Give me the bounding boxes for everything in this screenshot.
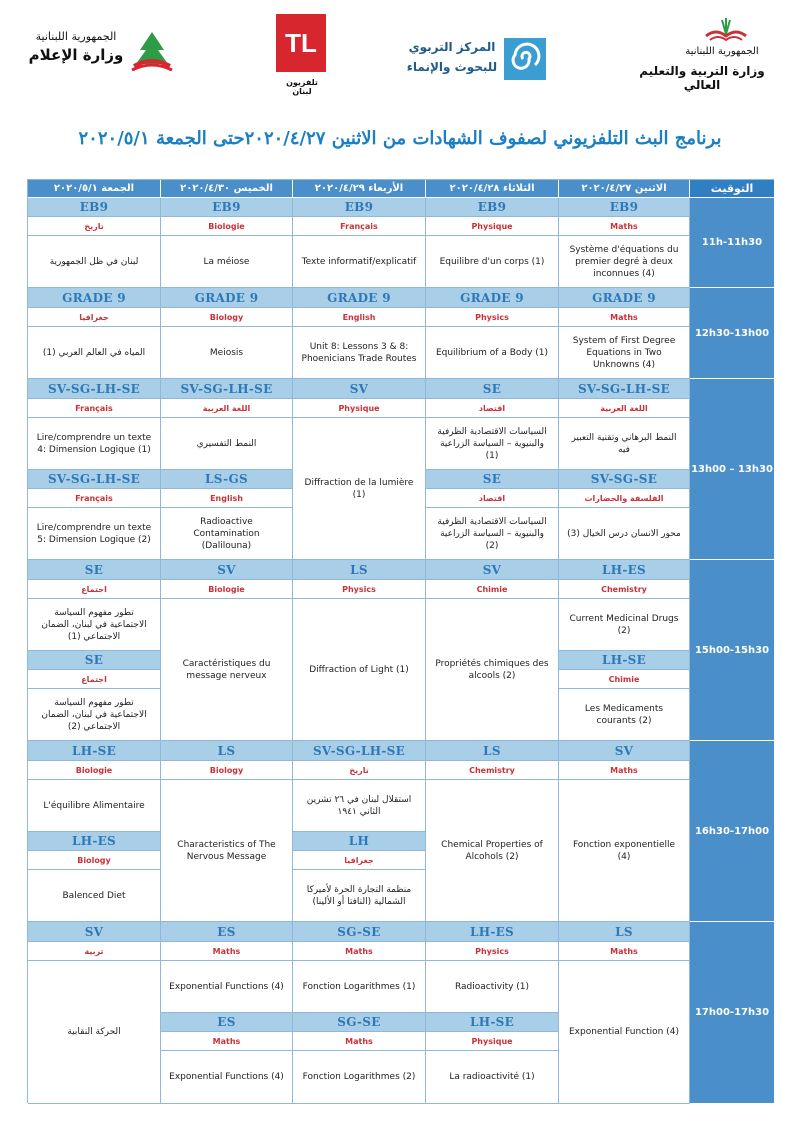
group-label: SE (426, 470, 559, 489)
group-label: LH-SE (426, 1013, 559, 1032)
group-label: EB9 (28, 198, 161, 217)
lesson-title: منظمة التجارة الحرة لأميركا الشمالية (النافتا أو الألينا) (293, 870, 426, 922)
group-label: LS (161, 741, 293, 761)
subject-label: Physics (426, 942, 559, 961)
group-label: SV (293, 379, 426, 399)
time-slot-6: 17h00-17h30 (690, 922, 775, 1104)
lesson-title: Texte informatif/explicatif (293, 236, 426, 288)
subject-label: الفلسفة والحضارات (559, 489, 690, 508)
group-label: LH-ES (28, 832, 161, 851)
group-label: SG-SE (293, 1013, 426, 1032)
lesson-title: النمط التفسيري (161, 418, 293, 470)
lesson-title: المياه في العالم العربي (1) (28, 327, 161, 379)
tele-liban-logo (276, 14, 328, 96)
lesson-title: Diffraction de la lumière (1) (293, 418, 426, 560)
subject-label: Français (28, 489, 161, 508)
page-title: برنامج البث التلفزيوني لصفوف الشهادات من الاثنين ٢٠٢٠/٤/٢٧حتى الجمعة ٢٠٢٠/٥/١ (78, 128, 722, 149)
cedar-flag-icon (130, 30, 174, 72)
header-wednesday: الأربعاء ٢٠٢٠/٤/٢٩ (293, 180, 426, 198)
group-label: LH-ES (426, 922, 559, 942)
subject-label: Maths (559, 308, 690, 327)
subject-label: English (161, 489, 293, 508)
group-label: SV-SG-LH-SE (293, 741, 426, 761)
lesson-title: السياسات الاقتصادية الظرفية والبنيوية – السياسة الزراعية (2) (426, 508, 559, 560)
lesson-title: تطور مفهوم السياسة الاجتماعية في لبنان، الضمان الاجتماعي (2) (28, 689, 161, 741)
subject-label: Biology (28, 851, 161, 870)
time-slot-1: 11h-11h30 (690, 198, 775, 288)
subject-label: Chemistry (426, 761, 559, 780)
lesson-title: Balenced Diet (28, 870, 161, 922)
group-label: EB9 (293, 198, 426, 217)
header-monday: الاثنين ٢٠٢٠/٤/٢٧ (559, 180, 690, 198)
crdp-line2: للبحوث والإنماء (406, 60, 498, 74)
subject-label: Biology (161, 761, 293, 780)
subject-label: اجتماع (28, 670, 161, 689)
crdp-logo (404, 38, 546, 86)
lesson-title: Diffraction of Light (1) (293, 599, 426, 741)
subject-label: Physique (293, 399, 426, 418)
group-label: ES (161, 922, 293, 942)
lesson-title: استقلال لبنان في ٢٦ تشرين الثاني ١٩٤١ (293, 780, 426, 832)
subject-label: اجتماع (28, 580, 161, 599)
lesson-title: Radioactivity (1) (426, 961, 559, 1013)
group-label: SE (28, 651, 161, 670)
subject-label: Biologie (161, 217, 293, 236)
subject-label: Maths (559, 217, 690, 236)
group-label: SV (426, 560, 559, 580)
group-label: LS (426, 741, 559, 761)
group-label: LS (559, 922, 690, 942)
header-tuesday: الثلاثاء ٢٠٢٠/٤/٢٨ (426, 180, 559, 198)
ministry-of-information-logo (26, 28, 176, 78)
lesson-title: Chemical Properties of Alcohols (2) (426, 780, 559, 922)
subject-label: Maths (161, 942, 293, 961)
group-label: LH-ES (559, 560, 690, 580)
lesson-title: Meiosis (161, 327, 293, 379)
logo-ministry-text: وزارة الإعلام (28, 46, 124, 64)
lesson-title: Propriétés chimiques des alcools (2) (426, 599, 559, 741)
subject-label: تاريخ (28, 217, 161, 236)
group-label: GRADE 9 (559, 288, 690, 308)
subject-label: Maths (559, 761, 690, 780)
lesson-title: Lire/comprendre un texte 5: Dimension Logique (2) (28, 508, 161, 560)
header-time: التوقيت (690, 180, 775, 198)
group-label: EB9 (559, 198, 690, 217)
group-label: LH (293, 832, 426, 851)
moe-ministry-text: وزارة التربية والتعليم العالي (639, 64, 765, 92)
subject-label: جغرافيا (293, 851, 426, 870)
spiral-icon (504, 38, 546, 80)
subject-label: Physique (426, 1032, 559, 1051)
group-label: SV-SG-LH-SE (161, 379, 293, 399)
subject-label: جغرافيا (28, 308, 161, 327)
subject-label: Biologie (28, 761, 161, 780)
lesson-title: السياسات الاقتصادية الظرفية والبنيوية – السياسة الزراعية (1) (426, 418, 559, 470)
group-label: GRADE 9 (293, 288, 426, 308)
lesson-title: Fonction Logarithmes (1) (293, 961, 426, 1013)
subject-label: Chimie (559, 670, 690, 689)
tele-liban-mark: TL (276, 14, 326, 72)
subject-label: تربية (28, 942, 161, 961)
group-label: SV-SG-LH-SE (28, 470, 161, 489)
group-label: ES (161, 1013, 293, 1032)
subject-label: تاريخ (293, 761, 426, 780)
lesson-title: Radioactive Contamination (Dalilouna) (161, 508, 293, 560)
moe-republic-text: الجمهورية اللبنانية (685, 46, 759, 57)
lesson-title: La méiose (161, 236, 293, 288)
group-label: EB9 (426, 198, 559, 217)
subject-label: اللغة العربية (559, 399, 690, 418)
group-label: GRADE 9 (161, 288, 293, 308)
lesson-title: Exponential Function (4) (559, 961, 690, 1104)
lesson-title: Lire/comprendre un texte 4: Dimension Logique (1) (28, 418, 161, 470)
tele-liban-caption: تلفزيون لبنان (286, 78, 318, 96)
group-label: SV (559, 741, 690, 761)
logo-bar (0, 0, 800, 110)
lesson-title: لبنان في ظل الجمهورية (28, 236, 161, 288)
lesson-title: L'équilibre Alimentaire (28, 780, 161, 832)
time-slot-3: 13h00 – 13h30 (690, 379, 775, 560)
subject-label: اقتصاد (426, 399, 559, 418)
subject-label: Biologie (161, 580, 293, 599)
group-label: SV-SG-LH-SE (559, 379, 690, 399)
logo-republic-text: الجمهورية اللبنانية (35, 30, 117, 43)
lesson-title: La radioactivité (1) (426, 1051, 559, 1104)
subject-label: Biology (161, 308, 293, 327)
header-friday: الجمعة ٢٠٢٠/٥/١ (28, 180, 161, 198)
subject-label: Physics (293, 580, 426, 599)
lesson-title: Exponential Functions (4) (161, 961, 293, 1013)
open-book-icon (702, 16, 750, 44)
lesson-title: Les Medicaments courants (2) (559, 689, 690, 741)
time-slot-5: 16h30-17h00 (690, 741, 775, 922)
group-label: SG-SE (293, 922, 426, 942)
subject-label: Chimie (426, 580, 559, 599)
lesson-title: System of First Degree Equations in Two Unknowns (4) (559, 327, 690, 379)
lesson-title: النمط البرهاني وتقنية التعبير فيه (559, 418, 690, 470)
group-label: LS (293, 560, 426, 580)
lesson-title: Fonction exponentielle (4) (559, 780, 690, 922)
group-label: GRADE 9 (426, 288, 559, 308)
lesson-title: Equilibrium of a Body (1) (426, 327, 559, 379)
schedule-table (27, 179, 774, 1103)
lesson-title: محور الانسان درس الخيال (3) (559, 508, 690, 560)
group-label: SV (28, 922, 161, 942)
subject-label: اقتصاد (426, 489, 559, 508)
subject-label: English (293, 308, 426, 327)
group-label: SE (426, 379, 559, 399)
lesson-title: Current Medicinal Drugs (2) (559, 599, 690, 651)
lesson-title: Characteristics of The Nervous Message (161, 780, 293, 922)
group-label: EB9 (161, 198, 293, 217)
lesson-title: Fonction Logarithmes (2) (293, 1051, 426, 1104)
lesson-title: Système d'équations du premier degré à deux inconnues (4) (559, 236, 690, 288)
crdp-line1: المركز التربوي (408, 40, 496, 54)
time-slot-4: 15h00-15h30 (690, 560, 775, 741)
lesson-title: تطور مفهوم السياسة الاجتماعية في لبنان، الضمان الاجتماعي (1) (28, 599, 161, 651)
time-slot-2: 12h30-13h00 (690, 288, 775, 379)
group-label: SV-SG-SE (559, 470, 690, 489)
group-label: SE (28, 560, 161, 580)
group-label: SV (161, 560, 293, 580)
group-label: LS-GS (161, 470, 293, 489)
subject-label: Maths (161, 1032, 293, 1051)
header-thursday: الخميس ٢٠٢٠/٤/٣٠ (161, 180, 293, 198)
group-label: SV-SG-LH-SE (28, 379, 161, 399)
subject-label: Français (293, 217, 426, 236)
lesson-title: Caractéristiques du message nerveux (161, 599, 293, 741)
group-label: GRADE 9 (28, 288, 161, 308)
lesson-title: Equilibre d'un corps (1) (426, 236, 559, 288)
subject-label: Physique (426, 217, 559, 236)
ministry-of-education-logo (622, 16, 782, 92)
group-label: LH-SE (28, 741, 161, 761)
lesson-title: Exponential Functions (4) (161, 1051, 293, 1104)
subject-label: Chemistry (559, 580, 690, 599)
subject-label: Français (28, 399, 161, 418)
lesson-title: Unit 8: Lessons 3 & 8: Phoenicians Trade Routes (293, 327, 426, 379)
subject-label: Maths (559, 942, 690, 961)
lesson-title: الحركة النقابية (28, 961, 161, 1104)
group-label: LH-SE (559, 651, 690, 670)
subject-label: Maths (293, 1032, 426, 1051)
subject-label: Physics (426, 308, 559, 327)
subject-label: Maths (293, 942, 426, 961)
subject-label: اللغة العربية (161, 399, 293, 418)
